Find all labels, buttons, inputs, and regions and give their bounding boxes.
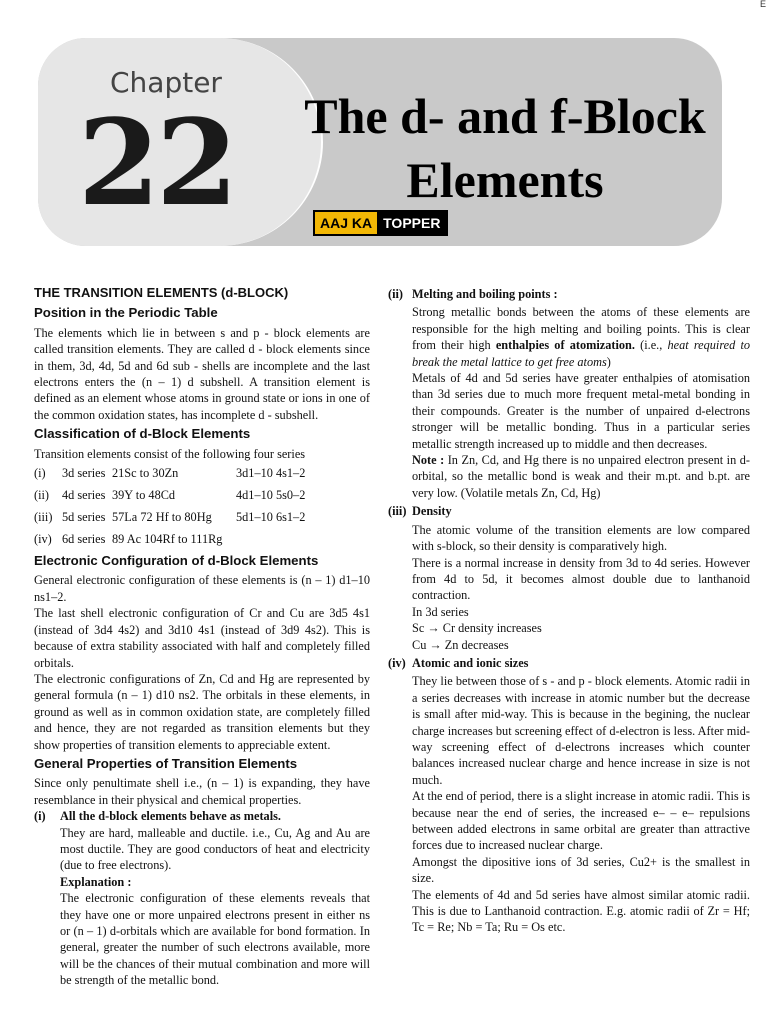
density-line-1: In 3d series (412, 604, 469, 619)
brand-badge-right: TOPPER (377, 212, 446, 234)
series-range: 21Sc to 30Zn (112, 465, 179, 480)
series-row (34, 506, 370, 528)
chapter-banner (38, 38, 722, 246)
melting-boiling-number: (ii) (388, 287, 404, 301)
series-range: 89 Ac 104Rf to 111Rg (112, 531, 223, 546)
series-config: 4d1–10 5s0–2 (236, 487, 306, 502)
classification-intro: Transition elements consist of the following four series (34, 446, 306, 461)
position-heading: Position in the Periodic Table (34, 305, 218, 321)
chapter-title-line2: Elements (406, 152, 604, 208)
chapter-label: Chapter (110, 66, 222, 99)
density-body (388, 522, 750, 653)
series-row (34, 484, 370, 506)
econfig-paragraph-1: General electronic configuration of these elements is (n – 1) d1–10 ns1–2. (34, 573, 370, 604)
melting-boiling-body (388, 304, 750, 501)
melting-boiling-title: Melting and boiling points : (412, 287, 558, 301)
series-list (34, 462, 370, 550)
brand-badge (313, 210, 448, 236)
density-line-2: Sc → Cr density increases (412, 621, 542, 636)
atomic-size-title: Atomic and ionic sizes (412, 655, 529, 670)
atomic-size-heading (388, 655, 750, 671)
chapter-number: 22 (78, 93, 235, 232)
atomic-size-paragraph-1: They lie between those of s - and p - block elements. Atomic radii in a series decreases with increase in atomic number but the decrease is small after mid-way. This is because in the begining, the nuclear charge increases but screening effect of d-electron is less. After mid-way screening effect of d-electrons increases which counter balances increased nuclear charge and hence increase in size is not much. (412, 674, 750, 787)
density-heading (388, 503, 750, 519)
property-item-body (34, 825, 370, 989)
econfig-paragraph-3: The electronic configurations of Zn, Cd and Hg are represented by general formula (n – 1) d10 ns2. The orbitals in these elements, in ground as well as in common oxidation state, are completely filled and hence, they are not regarded as transition elements but they show properties of transition elements to appreciable extent. (34, 671, 370, 752)
atomic-size-paragraph-4: The elements of 4d and 5d series have almost similar atomic radii. This is due to Lanthanoid contraction. E.g. atomic radii of Zr = Hf; Tc = Re; Nb = Ta; Ru = Os etc. (412, 887, 750, 935)
property-item-title: All the d-block elements behave as metals. (60, 809, 281, 824)
density-paragraph-1: The atomic volume of the transition elements are low compared with s-block, so their density is comparatively high. (412, 522, 750, 554)
atomic-size-paragraph-2: At the end of period, there is a slight increase in atomic radii. This is because near the end of series, the increased e– – e– repulsions between added electrons in same orbital are greater than attractive forces due to increased nuclear charge. (412, 789, 750, 853)
series-config: 5d1–10 6s1–2 (236, 509, 306, 524)
position-text: The elements which lie in between s and p - block elements are called transition elements. They are called d - block elements since in them, 3d, 4d, 5d and 6d sub - shells are incomplete and the last electrons enters the (n – 1) d subshell. A transition element is defined as an element whose atoms in ground state or ions in one of the common oxidation states, has incomplete d - subshell. (34, 325, 370, 422)
atomic-size-body (388, 673, 750, 936)
explanation-label: Explanation : (60, 874, 132, 889)
series-config: 3d1–10 4s1–2 (236, 465, 306, 480)
melting-boiling-paragraph-1: Strong metallic bonds between the atoms of these elements are responsible for the high melting and boiling points. This is clear from their high enthalpies of atomization. (i.e., heat required to break the metal lattice to get free atoms) (412, 305, 751, 369)
series-number: (iii) (34, 509, 53, 524)
series-number: (ii) (34, 487, 50, 502)
atomic-size-paragraph-3: Amongst the dipositive ions of 3d series, Cu2+ is the smallest in size. (412, 854, 750, 886)
melting-boiling-paragraph-2: Metals of 4d and 5d series have greater enthalpies of atomisation than 3d series due to much more frequent metal-metal bonding in their compounds. Greater is the number of unpaired d-electrons stronger will be metallic bonding. Thus in a particular series metallic strength increased up to middle and then decreases. (412, 371, 750, 451)
density-line-3: Cu → Zn decreases (412, 637, 509, 652)
chapter-title (288, 84, 722, 212)
density-number: (iii) (388, 504, 407, 519)
melting-boiling-note: Note : In Zn, Cd, and Hg there is no unpaired electron present in d-orbital, so the metallic bond is weak and their m.pt. and b.pt. are very low. (Volatile metals Zn, Cd, Hg) (412, 453, 750, 500)
atomic-size-number: (iv) (388, 655, 406, 670)
property-item-metals (34, 808, 370, 824)
series-range: 39Y to 48Cd (112, 487, 176, 502)
chapter-title-line1: The d- and f-Block (304, 88, 706, 144)
series-range: 57La 72 Hf to 80Hg (112, 509, 212, 524)
melting-boiling-heading (388, 286, 750, 302)
density-paragraph-2: There is a normal increase in density from 3d to 4d series. However from 4d to 5d, it becomes almost double due to lanthanoid contraction. (412, 555, 750, 603)
classification-heading: Classification of d-Block Elements (34, 426, 251, 442)
property-item-number: (i) (34, 809, 46, 824)
econfig-heading: Electronic Configuration of d-Block Elements (34, 553, 319, 569)
series-row (34, 462, 370, 484)
series-name: 4d series (62, 487, 106, 502)
explanation-text: The electronic configuration of these elements reveals that they have one or more unpaired electrons present in either ns or (n – 1) d-orbitals which are available for bond formation. In general, greater the number of such electrons available, more will be the chances of their mutual combination and more will be strength of the metallic bond. (60, 891, 370, 988)
brand-badge-left: AAJ KA (315, 212, 377, 234)
general-properties-heading: General Properties of Transition Elements (34, 755, 298, 771)
left-column (34, 284, 370, 989)
page-edge-mark: E (759, 0, 766, 9)
series-name: 3d series (62, 465, 106, 480)
series-number: (i) (34, 465, 46, 480)
section-title: THE TRANSITION ELEMENTS (d-BLOCK) (34, 285, 289, 300)
series-row (34, 528, 370, 550)
series-name: 6d series (62, 531, 106, 546)
density-title: Density (412, 504, 452, 519)
series-name: 5d series (62, 509, 106, 524)
property-item-text: They are hard, malleable and ductile. i.e., Cu, Ag and Au are most ductile. They are good conductors of heat and electricity (due to free electrons). (60, 825, 370, 873)
econfig-paragraph-2: The last shell electronic configuration of Cr and Cu are 3d5 4s1 (instead of 3d4 4s2) and 3d10 4s1 (instead of 3d9 4s2). This is because of extra stability associated with half and completely filled orbitals. (34, 606, 370, 670)
right-column (388, 284, 750, 936)
general-properties-intro: Since only penultimate shell i.e., (n – 1) is expanding, they have resemblance in their physical and chemical properties. (34, 776, 370, 807)
series-number: (iv) (34, 531, 52, 546)
